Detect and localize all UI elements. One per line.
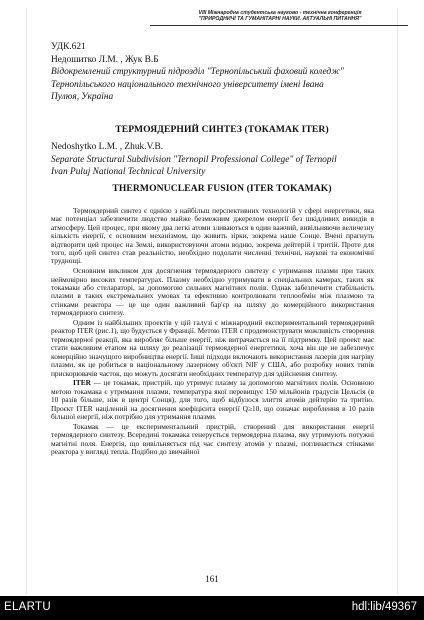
paragraph-4-text: — це токамак, пристрій, що утримує плазму за допомогою магнітних полів. Основною метою токамака є утримання плазми, температура якої перевищує 150 мільйонів градусів Цельсія (в 10 разів більше, ніж в центрі Сонця), для того, щоб відбулося злиття атомів дейтерію та тритію. Проєкт ITER націлений на досягнення коефіцієнта енергії Q≥10, що означає вироблення в 10 разів більшої енергії, ніж потрібно для утримання плазми. xyxy=(51,378,374,421)
paragraph-5: Токамак — це експериментальний пристрій, створений для використання енергії термоядерного синтезу. Всередині токамака генерується термоядерна плазма, яку утримують потужні магнітні поля. Енергія, що вивільняється під час синтезу атомів у плазмі, поглинається стінками реактора у вигляді тепла. Подібно до звичайної xyxy=(51,421,374,456)
title-en: THERMONUCLEAR FUSION (ITER TOKAMAK) xyxy=(112,183,332,194)
repository-footer-bar xyxy=(0,596,424,620)
handle-link[interactable]: hdl:lib/49367 xyxy=(351,601,417,613)
ukrainian-metadata xyxy=(51,41,391,104)
english-metadata xyxy=(51,141,391,179)
affiliation-ua-line-2: Тернопільського національного технічного університету імені Івана xyxy=(51,79,324,90)
paragraph-4 xyxy=(51,379,374,421)
conference-line-2: "ПРИРОДНИЧІ ТА ГУМАНІТАРНІ НАУКИ. АКТУАЛЬНІ ПИТАННЯ" xyxy=(198,16,362,23)
affiliation-ua-line-3: Пулюя, Україна xyxy=(51,92,114,103)
affiliation-en-line-2: Ivan Puluj National Technical University xyxy=(51,167,206,178)
paragraph-3: Одним із найбільших проектів у цій галузі є міжнародний експериментальний термоядерний реактор ITER (рис.1), що будується у Франції. Метою ITER є продемонструвати можливість створення термоядерної реакції, яка виробляє більше енергії, ніж витрачається на її підтримку. Цей проект має стати важливим етапом на шляху до реалізації термоядерної енергетики, хоча він ще не забезпечує комерційно значущого виробництва енергії. Інші підходи включають використання лазерів для нагріву плазми, як це робиться в національному лазерному об'єкті NIF у США, або розробку нових типів прискорювачів часток, що можуть досягати необхідних температур для здійснення синтезу. xyxy=(51,318,374,378)
article-body xyxy=(51,207,374,456)
affiliation-en-line-1: Separate Structural Subdivision "Ternopil Professional College" of Ternopil xyxy=(51,154,337,165)
conference-header xyxy=(150,10,410,23)
affiliation-ua-line-1: Відокремлений структурний підрозділ "Тернопільський фаховий коледж" xyxy=(51,67,344,78)
iter-term: ITER xyxy=(73,378,91,388)
paragraph-1: Термоядерний синтез є однією з найбільш перспективних технологій у сфері енергетики, яка має потенціал забезпечити людство майже безмежним джерелом енергії без шкідливих викидів в атмосферу. Цей процес, при якому два легкі атоми зливаються в один важчий, вивільняючи величезну кількість енергії, є основним механізмом, що живить зірки, зокрема наше Сонце. Вчені прагнуть відтворити цей процес на Землі, використовуючи атоми водню, зокрема дейтерій і тритій. Проте для того, щоб цей синтез став реальністю, необхідно подолати численні технічні, наукові та економічні труднощі. xyxy=(51,206,374,266)
paragraph-2: Основним викликом для досягнення термоядерного синтезу є утримання плазми при таких неймовірно високих температурах. Плазму необхідно утримувати в спеціальних камерах, таких як токамаки або стелараторі, за допомогою сильних магнітних полів. Однак забезпечити стабільність плазми в таких екстремальних умовах та ефективно контролювати теплообмін між плазмою та стінками реактора — це ще один важливий бар'єр на шляху до комерційного використання термоядерного синтезу. xyxy=(51,266,374,318)
conference-line-1: VIII Міжнародна студентська науково - технічна конференція xyxy=(198,10,362,16)
repository-name: ELARTU xyxy=(4,601,51,613)
page-number: 161 xyxy=(205,574,219,584)
authors-en: Nedoshytko L.M. , Zhuk.V.B. xyxy=(51,142,164,152)
title-ua: ТЕРМОЯДЕРНИЙ СИНТЕЗ (ТОКАМАК ITER) xyxy=(115,124,329,135)
authors-ua: Недошитко Л.М. , Жук В.Б xyxy=(51,54,159,65)
udk-code: УДК.621 xyxy=(51,42,86,52)
header-rule xyxy=(150,25,408,26)
